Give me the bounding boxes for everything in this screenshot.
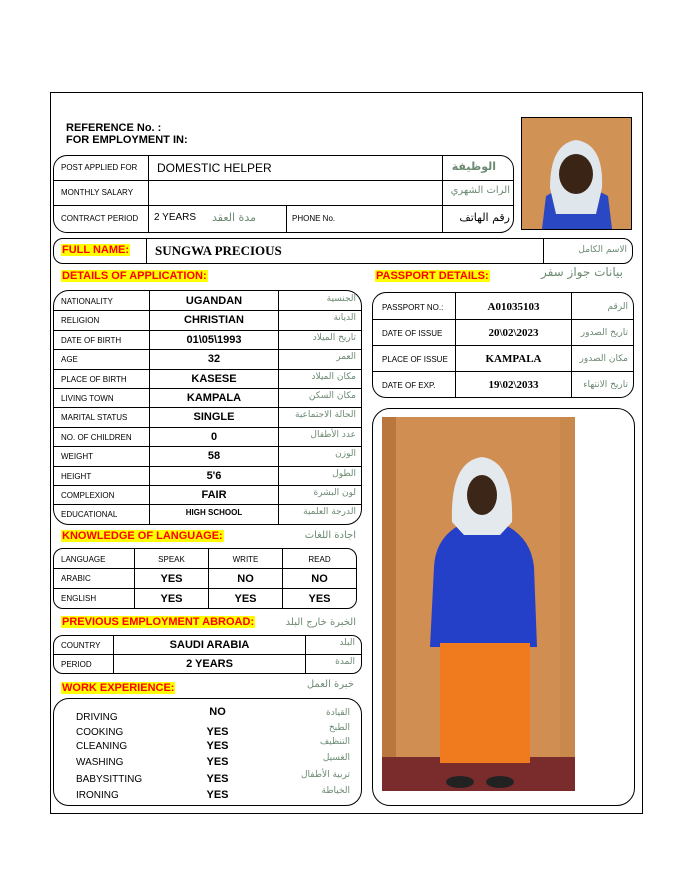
passport-ar: تاريخ الصدور — [580, 328, 628, 338]
application-ar: الوزن — [335, 449, 356, 460]
application-label: PLACE OF BIRTH — [61, 374, 127, 384]
passport-title-ar: بيانات جواز سفر — [540, 265, 623, 279]
application-ar: الجنسية — [326, 294, 356, 304]
passport-label: DATE OF ISSUE — [382, 329, 443, 338]
language-level: NO — [311, 573, 328, 585]
application-value: KAMPALA — [186, 392, 242, 404]
application-value: 32 — [207, 353, 221, 366]
row-divider — [53, 310, 362, 311]
row-divider — [372, 319, 634, 320]
passport-ar: مكان الصدور — [579, 354, 628, 364]
language-title: KNOWLEDGE OF LANGUAGE: — [62, 530, 223, 542]
row-divider — [53, 388, 362, 389]
abroad-label: PERIOD — [61, 660, 92, 669]
application-label: NATIONALITY — [61, 297, 113, 306]
application-value: SINGLE — [193, 411, 235, 424]
passport-label: PLACE OF ISSUE — [382, 355, 448, 364]
language-level: YES — [234, 593, 257, 605]
language-name: ARABIC — [61, 574, 91, 583]
experience-title-ar: خبرة العمل — [306, 679, 354, 690]
row-divider — [53, 427, 362, 428]
post-ar: الوظيفة — [451, 160, 496, 173]
row-divider — [53, 446, 362, 447]
experience-value: YES — [206, 740, 229, 752]
application-value: 58 — [207, 450, 221, 463]
experience-value: YES — [206, 773, 229, 785]
application-ar: مكان الميلاد — [311, 371, 356, 382]
experience-ar: تربية الأطفال — [300, 770, 350, 780]
abroad-title-ar: الخبرة خارج البلد — [285, 617, 356, 628]
experience-ar: الطبخ — [328, 723, 350, 733]
passport-label: PASSPORT NO.: — [382, 303, 444, 312]
experience-label: WASHING — [76, 757, 124, 768]
post-label: POST APPLIED FOR — [61, 163, 138, 172]
experience-value: YES — [206, 726, 229, 738]
application-value: FAIR — [201, 489, 227, 501]
application-ar: الحالة الاجتماعية — [295, 410, 356, 421]
experience-label: COOKING — [76, 727, 124, 738]
application-ar: لون البشرة — [313, 488, 356, 498]
language-name: ENGLISH — [61, 594, 97, 603]
passport-value: A01035103 — [487, 301, 540, 313]
application-value: 0 — [210, 430, 218, 443]
experience-ar: القيادة — [326, 708, 350, 718]
passport-value: 19\02\2033 — [488, 379, 539, 391]
experience-label: IRONING — [76, 790, 119, 801]
application-ar: الدرجة العلمية — [303, 507, 356, 518]
experience-label: BABYSITTING — [76, 774, 143, 785]
application-ar: الطول — [332, 468, 356, 479]
experience-ar: الخياطة — [321, 786, 350, 796]
experience-label: CLEANING — [76, 741, 128, 752]
application-value: KASESE — [191, 372, 237, 385]
language-header: LANGUAGE — [61, 555, 106, 564]
salary-label: MONTHLY SALARY — [61, 188, 134, 197]
application-ar: مكان السكن — [308, 391, 356, 401]
abroad-ar: المدة — [335, 657, 355, 667]
passport-value: 20\02\2023 — [488, 327, 539, 339]
passport-value: KAMPALA — [485, 353, 542, 365]
passport-ar: الرقم — [607, 302, 628, 312]
application-label: RELIGION — [61, 316, 100, 326]
application-label: HEIGHT — [61, 471, 92, 481]
application-label: DATE OF BIRTH — [61, 335, 122, 345]
application-label: COMPLEXION — [61, 491, 115, 500]
passport-ar: تاريخ الانتهاء — [583, 380, 628, 390]
passport-title: PASSPORT DETAILS: — [376, 270, 489, 282]
language-title-ar: اجادة اللغات — [304, 530, 356, 541]
application-ar: تاريخ الميلاد — [312, 332, 356, 343]
experience-value: NO — [209, 706, 226, 718]
full-name-ar: الاسم الكامل — [578, 245, 627, 255]
full-body-photo — [382, 417, 575, 791]
application-label: EDUCATIONAL — [61, 510, 118, 520]
abroad-value: 2 YEARS — [186, 658, 233, 670]
abroad-ar: البلد — [339, 638, 355, 648]
application-value: CHRISTIAN — [184, 314, 244, 327]
row-divider — [53, 407, 362, 408]
experience-title: WORK EXPERIENCE: — [62, 682, 175, 694]
language-level: NO — [237, 573, 254, 585]
language-level: YES — [160, 573, 183, 585]
application-label: NO. OF CHILDREN — [61, 432, 132, 442]
experience-value: YES — [206, 789, 229, 801]
contract-label: CONTRACT PERIOD — [61, 214, 139, 223]
reference-label: REFERENCE No. : — [66, 122, 162, 134]
application-value: HIGH SCHOOL — [185, 508, 243, 518]
row-divider — [372, 345, 634, 346]
abroad-value: SAUDI ARABIA — [169, 639, 250, 651]
application-label: MARITAL STATUS — [61, 413, 128, 423]
application-ar: الديانة — [333, 313, 356, 324]
language-header: READ — [308, 555, 331, 564]
experience-ar: الغسيل — [322, 753, 350, 763]
phone-ar: رقم الهاتف — [459, 211, 510, 224]
application-value: 5'6 — [206, 469, 222, 482]
application-ar: العمر — [336, 352, 356, 363]
post-value: DOMESTIC HELPER — [157, 161, 272, 175]
phone-label: PHONE No. — [292, 214, 336, 223]
row-divider — [53, 504, 362, 505]
language-header: SPEAK — [158, 555, 185, 564]
salary-ar: الرات الشهري — [450, 185, 510, 196]
language-header: WRITE — [232, 555, 259, 564]
language-level: YES — [308, 593, 331, 605]
experience-label: DRIVING — [76, 712, 118, 723]
row-divider — [53, 349, 362, 350]
row-divider — [53, 466, 362, 467]
full-name-label: FULL NAME: — [62, 244, 130, 256]
application-label: LIVING TOWN — [61, 394, 114, 403]
abroad-label: COUNTRY — [61, 641, 101, 650]
contract-value: 2 YEARS — [154, 212, 197, 223]
row-divider — [53, 369, 362, 370]
passport-photo — [521, 117, 632, 230]
row-divider — [53, 330, 362, 331]
application-value: UGANDAN — [185, 295, 243, 307]
abroad-title: PREVIOUS EMPLOYMENT ABROAD: — [62, 616, 255, 628]
full-name-value: SUNGWA PRECIOUS — [155, 243, 282, 258]
language-level: YES — [160, 593, 183, 605]
employment-label: FOR EMPLOYMENT IN: — [66, 134, 188, 146]
application-ar: عدد الأطفال — [310, 429, 356, 440]
experience-ar: التنظيف — [319, 737, 350, 747]
experience-value: YES — [206, 756, 229, 768]
passport-label: DATE OF EXP. — [382, 381, 436, 390]
application-title: DETAILS OF APPLICATION: — [62, 270, 207, 282]
application-label: WEIGHT — [61, 452, 93, 462]
application-value: 01\05\1993 — [186, 333, 242, 346]
row-divider — [372, 371, 634, 372]
application-label: AGE — [61, 355, 78, 365]
contract-ar: مدة العقد — [212, 211, 256, 224]
row-divider — [53, 485, 362, 486]
